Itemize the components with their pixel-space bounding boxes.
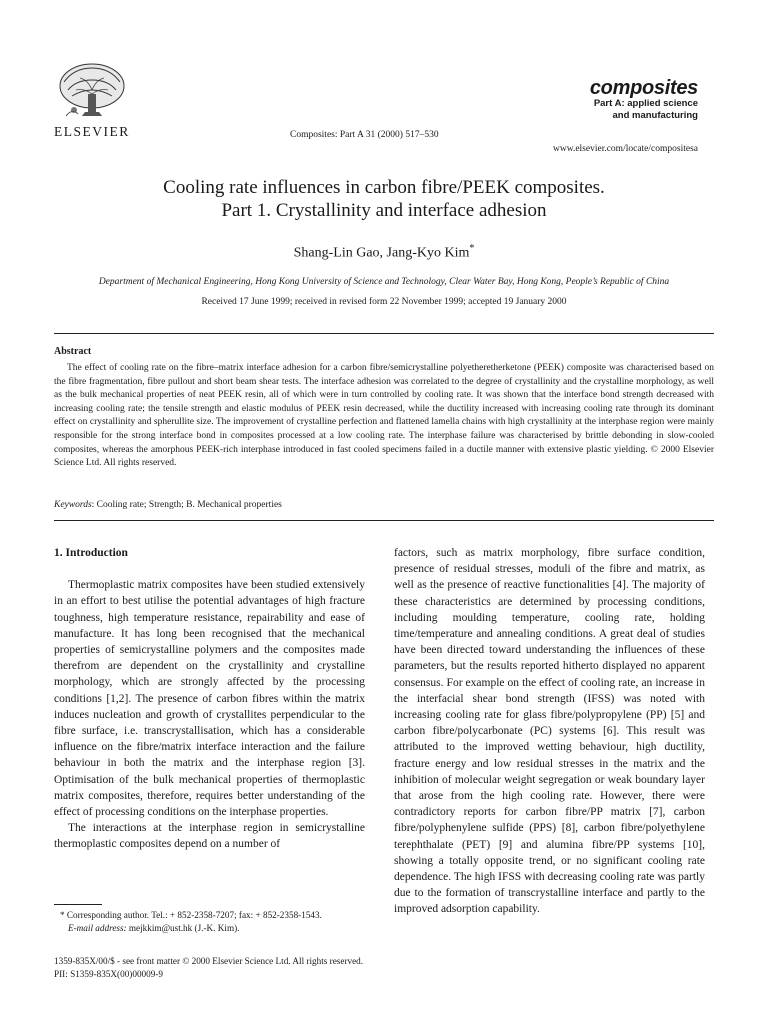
journal-brand-subtitle: Part A: applied science [593, 98, 698, 109]
footnote [54, 909, 365, 934]
body-paragraph: Thermoplastic matrix composites have been studied extensively in an effort to best utilise the potential advantages of high fracture toughness, high temperature resistance, repairability and ease of manufacture. It has long been recognised that the mechanical properties of semicrystalline polymers and the composites made therefrom are dependent on the crystallinity and crystalline morphology, which are strongly affected by the processing conditions [1,2]. The presence of carbon fibres within the matrix induces nucleation and growth of crystallites perpendicular to the fibre surface, i.e. transcrystallisation, which has a considerable influence on the fibre/matrix interface interaction and the failure behaviour in both the matrix and the interphase region [3]. Optimisation of the bulk mechanical properties of thermoplastic matrix composites, therefore, requires better understanding of the effect of processing conditions on the interphase properties. [54, 579, 365, 819]
right-column [394, 545, 705, 918]
received-dates: Received 17 June 1999; received in revised form 22 November 1999; accepted 19 January 2000 [201, 297, 567, 307]
email-value: mejkkim@ust.hk (J.-K. Kim). [126, 922, 240, 933]
abstract-heading: Abstract [54, 346, 92, 357]
body-paragraph: factors, such as matrix morphology, fibre surface condition, presence of residual stresses, moduli of the fibre and matrix, as well as the presence of reactive functionalities [4]. The majority of these characteristics are determined by processing conditions, including moulding temperature, cooling rate, holding time/temperature and annealing conditions. A great deal of studies have been directed toward understanding the influences of these parameters, but the results reported hitherto displayed no apparent consensus. For example on the effect of cooling rate, an increase in the interfacial shear bond strength (IFSS) was noted with increasing cooling rate for glass fibre/polypropylene (PP) [5] and carbon fibre/polycarbonate (PC) systems [6]. This result was attributed to the improved wetting behaviour, high ductility, fracture energy and low residual stresses in the matrix and the inhibition of molecular weight segregation or weak boundary layer that arose from the high cooling rate. However, there were contradictory reports for carbon fibre/PP matrix [7], carbon fibre/polyphenylene sulfide (PPS) [8], carbon fibre/polyethylene terephthalate (PET) [9] and alumina fibre/PP systems [10], showing a totally opposite trend, or no significant cooling rate dependence. The high IFSS with decreasing cooling rate was partly due to the formation of transcrystalline interface and partly to the improved adsorption capability. [394, 547, 705, 916]
body-paragraph: The interactions at the interphase region in semicrystalline thermoplastic composites depend on a number of [54, 822, 365, 851]
pii-line: PII: S1359-835X(00)00009-9 [54, 969, 163, 979]
keywords-text: : Cooling rate; Strength; B. Mechanical properties [91, 500, 282, 510]
divider [54, 333, 714, 334]
keywords-label: Keywords [54, 500, 92, 510]
copyright-line: 1359-835X/00/$ - see front matter © 2000 Elsevier Science Ltd. All rights reserved. [54, 956, 364, 966]
corresponding-author-note: * Corresponding author. Tel.: + 852-2358-7207; fax: + 852-2358-1543. [60, 910, 322, 920]
title-line: Cooling rate influences in carbon fibre/PEEK composites. [163, 177, 605, 198]
title-line: Part 1. Crystallinity and interface adhesion [221, 200, 547, 221]
email-note [54, 922, 365, 935]
keywords [54, 500, 282, 510]
publisher-name: ELSEVIER [54, 124, 130, 139]
paper-title [54, 176, 714, 222]
journal-url: www.elsevier.com/locate/compositesa [552, 144, 698, 154]
abstract-text: The effect of cooling rate on the fibre–matrix interface adhesion for a carbon fibre/semicrystalline polyetheretherketone (PEEK) composite was characterised based on the fibre fragmentation, fibre pullout and short beam shear tests. The interface adhesion was correlated to the degree of crystallinity and the crystalline morphology, as well as the bulk mechanical properties of neat PEEK resin, all of which were in turn controlled by cooling rate. It was shown that the interface bond strength decreased with increasing cooling rate; the tensile strength and elastic modulus of PEEK resin decreased, while the ductility increased with increasing cooling rate through its dominant effect on crystallinity and spherullite size. The improvement of crystalline perfection and flattened lamella chains with high crystallinity at the interphase region were mainly responsible for the strong interface bond in composites processed at a low cooling rate. The interphase failure was characterised by brittle debonding in slow-cooled composites, whereas the amorphous PEEK-rich interphase introduced in fast cooled specimens failed in a ductile manner with extensive plastic yielding. © 2000 Elsevier Science Ltd. All rights reserved. [54, 363, 714, 469]
corresponding-author-mark: * [469, 243, 475, 254]
authors [54, 243, 714, 262]
left-column [54, 545, 365, 853]
divider [54, 520, 714, 521]
affiliation: Department of Mechanical Engineering, Hong Kong University of Science and Technology, Clear Water Bay, Hong Kong, People’s Republic of China [98, 277, 670, 287]
author-names: Shang-Lin Gao, Jang-Kyo Kim [293, 245, 470, 261]
section-heading: 1. Introduction [54, 547, 128, 559]
journal-brand [590, 78, 698, 122]
email-label: E-mail address: [68, 922, 127, 933]
journal-brand-subtitle: and manufacturing [612, 110, 698, 121]
journal-reference: Composites: Part A 31 (2000) 517–530 [290, 130, 439, 140]
journal-brand-name: composites [589, 77, 698, 99]
footnote-divider [54, 904, 102, 905]
